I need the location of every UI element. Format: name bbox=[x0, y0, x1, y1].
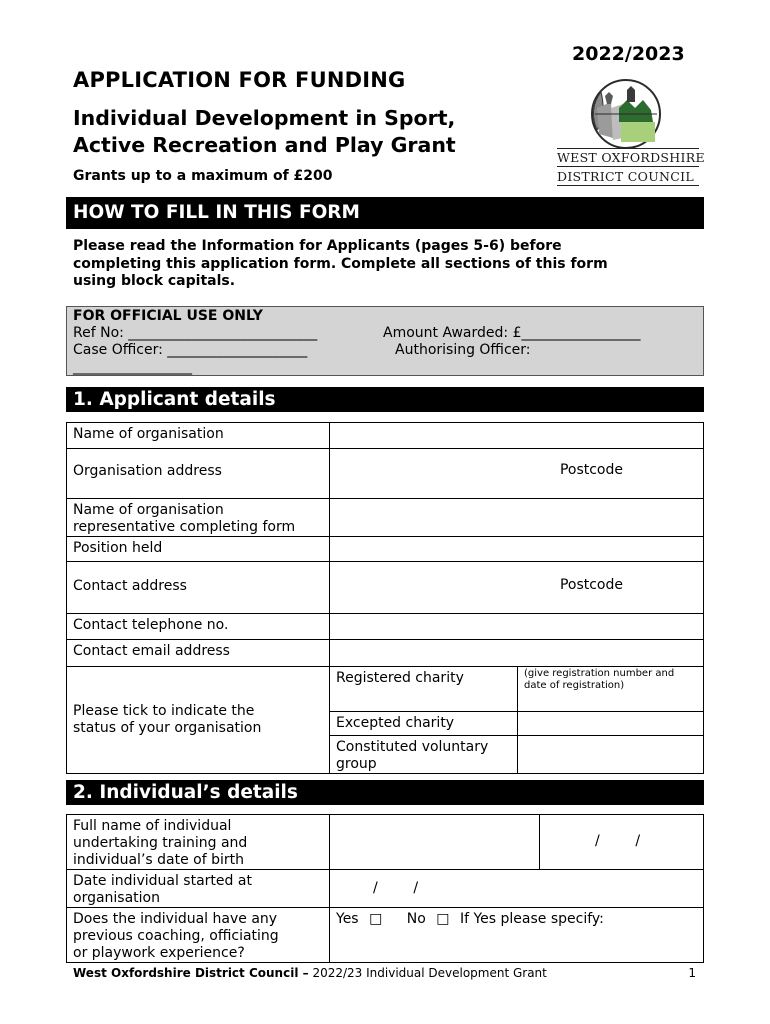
rep-name-label bbox=[67, 499, 330, 537]
registration-hint: (give registration number and date of registration) bbox=[524, 668, 675, 691]
page-footer bbox=[73, 966, 699, 980]
rep-name-label-line-2: representative completing form bbox=[73, 519, 296, 535]
status-label-line-1: Please tick to indicate the bbox=[73, 703, 255, 719]
org-name-input[interactable] bbox=[330, 423, 704, 449]
contact-address-input[interactable] bbox=[330, 562, 704, 614]
table-row bbox=[67, 908, 704, 963]
no-checkbox[interactable]: □ bbox=[436, 911, 450, 927]
logo-line-1: WEST OXFORDSHIRE bbox=[557, 150, 705, 165]
section-2-heading: 2. Individual’s details bbox=[66, 780, 704, 805]
rep-name-input[interactable] bbox=[330, 499, 704, 537]
registered-charity-input[interactable] bbox=[518, 667, 704, 712]
experience-label-line-3: or playwork experience? bbox=[73, 945, 245, 961]
dob-input[interactable]: / / bbox=[540, 815, 704, 870]
position-label: Position held bbox=[67, 537, 330, 562]
logo-line-2: DISTRICT COUNCIL bbox=[557, 169, 694, 184]
applicant-details-table bbox=[66, 422, 704, 774]
position-input[interactable] bbox=[330, 537, 704, 562]
subtitle-line-2: Active Recreation and Play Grant bbox=[73, 133, 456, 157]
subtitle-line-1: Individual Development in Sport, bbox=[73, 106, 456, 130]
contact-postcode-label: Postcode bbox=[559, 577, 623, 593]
instructions-line-1: Please read the Information for Applicants (pages 5-6) before bbox=[73, 238, 562, 254]
status-label bbox=[67, 667, 330, 774]
email-input[interactable] bbox=[330, 640, 704, 667]
authorising-officer-field[interactable]: Authorising Officer: bbox=[395, 342, 531, 358]
form-title: APPLICATION FOR FUNDING bbox=[73, 68, 406, 92]
status-label-line-2: status of your organisation bbox=[73, 720, 262, 736]
page-number: 1 bbox=[688, 966, 696, 980]
council-logo bbox=[553, 78, 703, 188]
full-name-label bbox=[67, 815, 330, 870]
yes-label: Yes bbox=[336, 911, 359, 927]
yes-checkbox[interactable]: □ bbox=[369, 911, 383, 927]
table-row bbox=[67, 815, 704, 870]
section-1-heading: 1. Applicant details bbox=[66, 387, 704, 412]
official-use-heading: FOR OFFICIAL USE ONLY bbox=[73, 308, 263, 324]
experience-label-line-2: previous coaching, officiating bbox=[73, 928, 279, 944]
ref-no-field[interactable]: Ref No: ___________________________ bbox=[73, 325, 318, 341]
full-name-label-line-1: Full name of individual bbox=[73, 818, 232, 834]
table-row bbox=[67, 449, 704, 499]
instructions-line-2: completing this application form. Complete all sections of this form bbox=[73, 255, 608, 272]
form-year: 2022/2023 bbox=[572, 43, 685, 65]
table-row bbox=[67, 537, 704, 562]
table-row bbox=[67, 870, 704, 908]
full-name-label-line-3: individual’s date of birth bbox=[73, 852, 244, 868]
org-name-label: Name of organisation bbox=[67, 423, 330, 449]
official-use-box bbox=[66, 306, 704, 376]
org-address-input[interactable] bbox=[330, 449, 704, 499]
start-date-label bbox=[67, 870, 330, 908]
experience-label-line-1: Does the individual have any bbox=[73, 911, 278, 927]
if-yes-label: If Yes please specify: bbox=[459, 911, 604, 927]
full-name-input[interactable] bbox=[330, 815, 540, 870]
table-row bbox=[67, 499, 704, 537]
table-row bbox=[67, 423, 704, 449]
excepted-charity-input[interactable] bbox=[518, 712, 704, 736]
instructions-line-3: using block capitals. bbox=[73, 273, 236, 289]
org-postcode-label: Postcode bbox=[559, 462, 623, 478]
form-subtitle bbox=[73, 105, 533, 159]
contact-address-label: Contact address bbox=[67, 562, 330, 614]
table-row bbox=[67, 562, 704, 614]
table-row bbox=[67, 640, 704, 667]
table-row bbox=[67, 614, 704, 640]
how-to-heading: HOW TO FILL IN THIS FORM bbox=[66, 197, 704, 229]
case-officer-field[interactable]: Case Officer: ____________________ bbox=[73, 342, 308, 358]
excepted-charity-label: Excepted charity bbox=[330, 712, 518, 736]
voluntary-group-input[interactable] bbox=[518, 736, 704, 774]
org-address-label: Organisation address bbox=[67, 449, 330, 499]
experience-label bbox=[67, 908, 330, 963]
start-date-input[interactable]: / / bbox=[330, 870, 704, 908]
council-emblem-icon bbox=[553, 78, 703, 148]
authorising-officer-line[interactable]: _________________ bbox=[73, 359, 192, 375]
experience-input bbox=[330, 908, 704, 963]
individual-details-table bbox=[66, 814, 704, 963]
max-grant-note: Grants up to a maximum of £200 bbox=[73, 168, 333, 184]
full-name-label-line-2: undertaking training and bbox=[73, 835, 248, 851]
start-date-label-line-1: Date individual started at bbox=[73, 873, 252, 889]
voluntary-group-label: Constituted voluntary group bbox=[330, 736, 518, 774]
instructions bbox=[73, 238, 693, 291]
telephone-label: Contact telephone no. bbox=[67, 614, 330, 640]
telephone-input[interactable] bbox=[330, 614, 704, 640]
footer-doc: 2022/23 Individual Development Grant bbox=[312, 966, 547, 980]
amount-awarded-field[interactable]: Amount Awarded: £_________________ bbox=[383, 325, 641, 341]
footer-org: West Oxfordshire District Council – bbox=[73, 966, 309, 980]
registered-charity-label: Registered charity bbox=[330, 667, 518, 712]
email-label: Contact email address bbox=[67, 640, 330, 667]
no-label: No bbox=[406, 911, 426, 927]
start-date-label-line-2: organisation bbox=[73, 890, 160, 906]
rep-name-label-line-1: Name of organisation bbox=[73, 502, 224, 518]
table-row bbox=[67, 667, 704, 712]
